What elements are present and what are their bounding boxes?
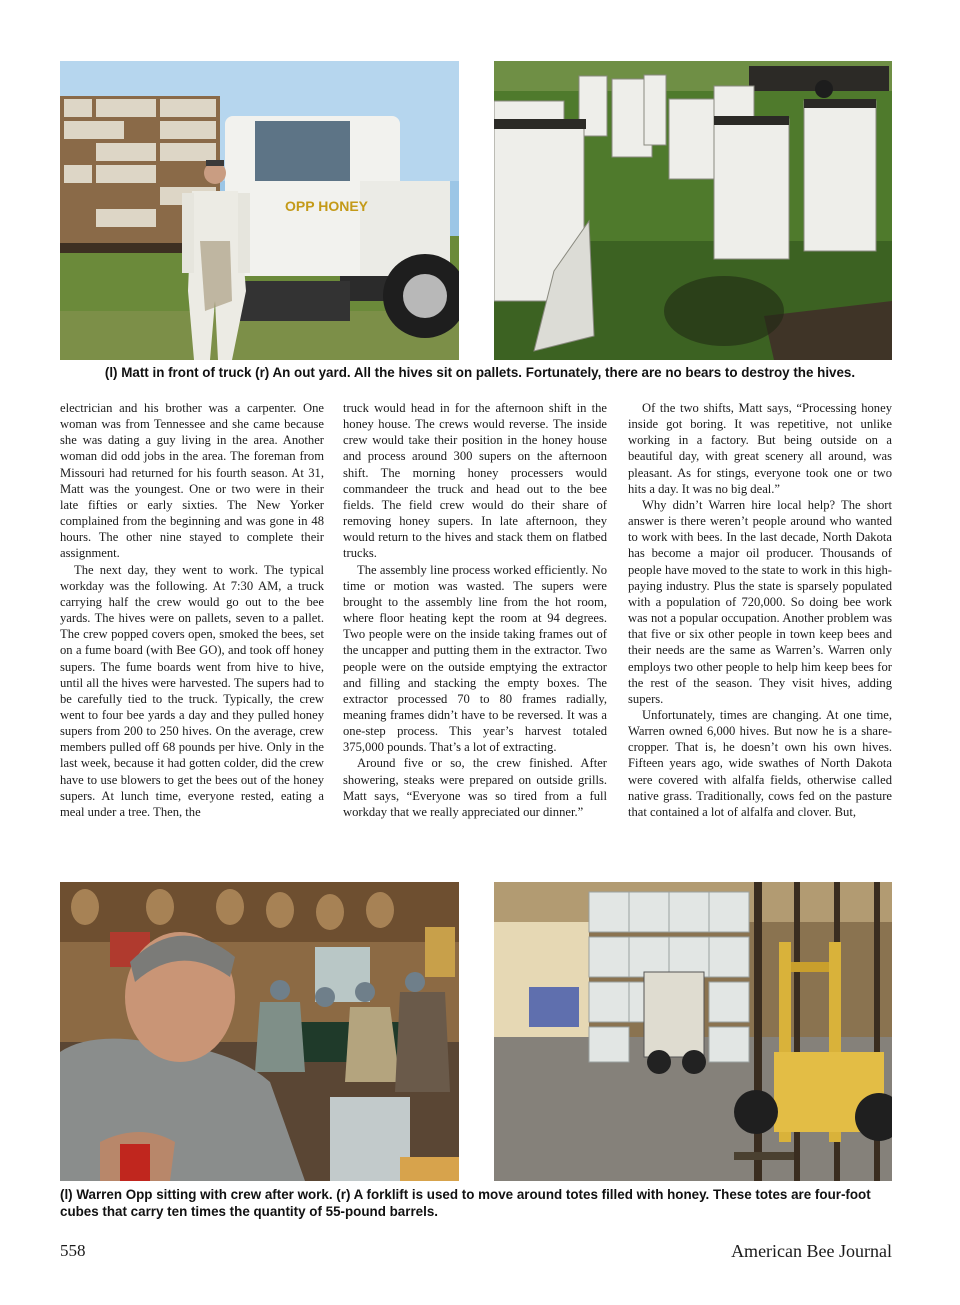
caption-bottom-photos: (l) Warren Opp sitting with crew after work. (r) A forklift is used to move around totes filled with honey. These totes are four-foot cubes that carry ten times the quantity of 55-pound barrels. xyxy=(60,1187,871,1219)
paragraph: truck would head in for the afternoon shift in the honey house. The crews would reverse. The inside crew would take their position in the honey house and process around 300 supers on the afternoon shift. The morning honey processers would commandeer the truck and head out to the bee fields. The field crew would do their share of removing honey supers. In late afternoon, they would return to the hives and stack them on flatbed trucks. xyxy=(343,401,607,561)
paragraph: Unfortunately, times are changing. At one time, Warren owned 6,000 hives. But now he is a share-cropper. That is, he doesn’t own his own hives. Fifteen years ago, wide swathes of North Dakota were covered with alfalfa fields, otherwise called native grass. Traditionally, cows fed on the pasture that contained a lot of alfalfa and clover. But, xyxy=(628,707,892,819)
photo-matt-truck xyxy=(60,61,459,360)
paragraph: The next day, they went to work. The typical workday was the following. At 7:30 AM, a truck carrying half the crew would go out to the bee yards. The hives were on pallets, seven to a pallet. The crew popped covers open, smoked the bees, set on a fume board (with Bee GO), and took off honey supers. The fume boards went from hive to hive, until all the hives were harvested. The supers had to be carefully tied to the truck. Typically, the crew went to four bee yards a day and they pulled honey supers from 200 to 250 hives. On the average, crew members pulled off 68 pounds per hive. Only in the last week, because it had gotten colder, did the crew have to use blowers to get the bees out of the honey supers. At lunch time, everyone rested, eating a meal under a tree. Then, the xyxy=(60,562,324,819)
text-column-2 xyxy=(343,400,607,820)
paragraph: The assembly line process worked efficiently. No time or motion was wasted. The supers were brought to the assembly line from the hot room, where floor heating kept the room at 94 degrees. Two people were on the inside taking frames out of the uncapper and putting them in the extractor. Two people were on the outside emptying the extractor and filling and stacking the empty boxes. The extractor processed 70 to 80 frames radially, meaning frames didn’t have to be reversed. It was a one-step process. This year’s harvest totaled 375,000 pounds. That’s a lot of extracting. xyxy=(343,562,607,755)
photo-warren-opp-crew xyxy=(60,882,459,1181)
text-column-1 xyxy=(60,400,324,820)
caption-top-photos: (l) Matt in front of truck (r) An out yard. All the hives sit on pallets. Fortunately, there are no bears to destroy the hives. xyxy=(104,365,856,380)
paragraph: electrician and his brother was a carpenter. One woman was from Tennessee and she came because she was dating a guy living in the area. Another woman did odd jobs in the area. The foreman from Missouri had returned for his fourth season. At 31, Matt was the youngest. One or two were in their late fifties or early sixties. The New Yorker complained from the beginning and was gone in 48 hours. The other nine stayed to complete their assignment. xyxy=(60,401,324,561)
paragraph: Of the two shifts, Matt says, “Processing honey inside got boring. It was repetitive, not unlike working in a factory. But being outside on a beautiful day, with great scenery all around, was pleasant. As for stings, everyone took one or two hits a day. It was no big deal.” xyxy=(628,401,892,496)
journal-name: American Bee Journal xyxy=(731,1241,892,1261)
paragraph: Around five or so, the crew finished. After showering, steaks were prepared on outside grills. Matt says, “Everyone was so tired from a full workday that we really appreciated our dinner.” xyxy=(343,756,607,819)
photo-forklift-totes xyxy=(494,882,892,1181)
photo-out-yard-hives xyxy=(494,61,892,360)
truck-lettering: OPP HONEY xyxy=(285,198,368,214)
page-number: 558 xyxy=(60,1241,86,1260)
text-column-3 xyxy=(628,400,892,820)
paragraph: Why didn’t Warren hire local help? The short answer is there weren’t people around who wanted to work with bees. In the last decade, North Dakota has become a major oil producer. Thousands of people have moved to the state to work in this high-paying industry. Plus the state is sparsely populated with a population of 720,000. So doing bee work was not a popular occupation. Another problem was that five or six other people in town keep bees and their needs are the same as Warren’s. Warren only employs two other people to help him keep bees for the rest of the season. They visit hives, adding supers. xyxy=(628,497,892,706)
